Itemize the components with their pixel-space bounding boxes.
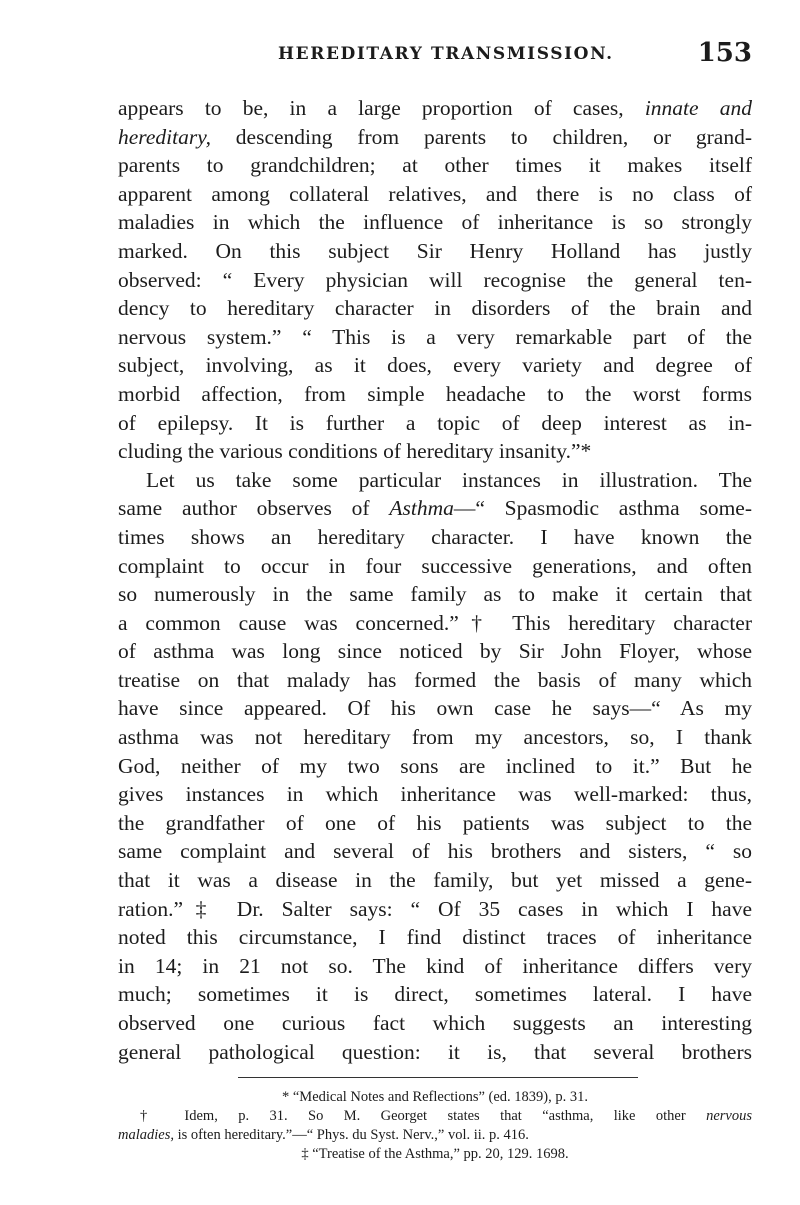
text-run: have since appeared. Of his own case he says—“ As my <box>118 696 752 721</box>
footnote-3: ‡ “Treatise of the Asthma,” pp. 20, 129. 1698. <box>301 1146 569 1162</box>
italic-run: hereditary, <box>118 124 211 149</box>
text-line <box>118 180 752 209</box>
footnote-2 <box>118 1107 752 1126</box>
footnote-1: * “Medical Notes and Reflections” (ed. 1839), p. 31. <box>281 1089 589 1105</box>
text-run: morbid affection, from simple headache to the worst forms <box>118 381 752 406</box>
text-run: cluding the various conditions of hereditary insanity.”* <box>118 439 592 464</box>
text-run: —“ Spasmodic asthma some- <box>453 496 753 521</box>
text-run: times shows an hereditary character. I have known the <box>118 524 752 549</box>
text-run: much; sometimes it is direct, sometimes lateral. I have <box>118 982 752 1007</box>
text-line <box>118 94 752 123</box>
text-line <box>118 552 752 581</box>
text-run: ration.”‡ Dr. Salter says: “ Of 35 cases in which I have <box>118 896 752 921</box>
text-line <box>118 1038 752 1067</box>
text-line <box>118 123 752 152</box>
text-run: nervous system.” “ This is a very remarkable part of the <box>118 324 752 349</box>
text-run: subject, involving, as it does, every variety and degree of <box>118 353 752 378</box>
text-line <box>118 694 752 723</box>
footnote-2-italic: nervous <box>706 1108 752 1124</box>
page-header <box>118 38 752 72</box>
body-text <box>118 94 752 1066</box>
text-line <box>118 923 752 952</box>
text-line <box>118 323 752 352</box>
text-run: general pathological question: it is, that several brothers <box>118 1039 752 1064</box>
running-title: HEREDITARY TRANSMISSION. <box>278 44 614 64</box>
text-run: in 14; in 21 not so. The kind of inheritance differs very <box>118 953 752 978</box>
text-run: parents to grandchildren; at other times it makes itself <box>118 153 752 178</box>
text-run: appears to be, in a large proportion of cases, <box>118 96 645 120</box>
text-line <box>118 837 752 866</box>
text-line <box>118 523 752 552</box>
text-run: asthma was not hereditary from my ancestors, so, I thank <box>118 725 752 750</box>
footnotes <box>118 1088 752 1164</box>
text-line <box>118 723 752 752</box>
text-line <box>118 980 752 1009</box>
text-line <box>118 666 752 695</box>
text-line <box>118 952 752 981</box>
text-line <box>118 380 752 409</box>
text-line <box>118 266 752 295</box>
italic-run: Asthma <box>389 496 454 521</box>
text-run: of epilepsy. It is further a topic of deep interest as in- <box>118 410 752 435</box>
text-line <box>118 580 752 609</box>
text-line <box>118 866 752 895</box>
footnote-2-continued <box>118 1126 752 1145</box>
text-run: a common cause was concerned.”† This hereditary character <box>118 610 752 635</box>
text-run: descending from parents to children, or grand- <box>210 124 752 149</box>
footnote-2b-text: is often hereditary.”—“ Phys. du Syst. Nerv.,” vol. ii. p. 416. <box>173 1127 529 1143</box>
text-line <box>118 809 752 838</box>
text-line <box>118 609 752 638</box>
text-run: of asthma was long since noticed by Sir John Floyer, whose <box>118 639 752 664</box>
text-run: same complaint and several of his brothers and sisters, “ so <box>118 839 752 864</box>
text-line <box>118 637 752 666</box>
text-line <box>118 351 752 380</box>
text-line <box>118 895 752 924</box>
text-run: Let us take some particular instances in illustration. The <box>146 467 752 492</box>
text-run: so numerously in the same family as to make it certain that <box>118 582 752 607</box>
text-run: treatise on that malady has formed the basis of many which <box>118 667 752 692</box>
text-run: noted this circumstance, I find distinct traces of inheritance <box>118 925 752 950</box>
text-run: God, neither of my two sons are inclined to it.” But he <box>118 753 752 778</box>
text-line <box>118 437 752 466</box>
text-run: observed: “ Every physician will recognise the general ten- <box>118 267 752 292</box>
footnote-2b-italic: maladies, <box>118 1127 174 1143</box>
text-run: maladies in which the influence of inheritance is so strongly <box>118 210 752 235</box>
text-line <box>118 1009 752 1038</box>
text-line <box>118 780 752 809</box>
italic-run: innate and <box>644 96 752 120</box>
text-line <box>118 151 752 180</box>
page-number: 153 <box>697 38 752 68</box>
text-line <box>118 237 752 266</box>
text-run: that it was a disease in the family, but yet missed a gene- <box>118 868 752 893</box>
text-line <box>118 208 752 237</box>
text-run: the grandfather of one of his patients was subject to the <box>118 810 752 835</box>
text-run: dency to hereditary character in disorders of the brain and <box>118 296 752 321</box>
text-run: observed one curious fact which suggests an interesting <box>118 1011 752 1035</box>
footnote-2-text: † Idem, p. 31. So M. Georget states that “asthma, like other <box>140 1108 707 1124</box>
text-run: marked. On this subject Sir Henry Holland has justly <box>118 238 752 263</box>
text-line <box>118 494 752 523</box>
text-run: apparent among collateral relatives, and there is no class of <box>118 181 752 206</box>
text-line <box>118 294 752 323</box>
text-run: complaint to occur in four successive generations, and often <box>118 553 752 578</box>
text-line <box>118 466 752 495</box>
text-run: gives instances in which inheritance was well-marked: thus, <box>118 782 752 807</box>
footnote-rule <box>238 1077 638 1078</box>
text-line <box>118 409 752 438</box>
text-run: same author observes of <box>118 496 390 521</box>
text-line <box>118 752 752 781</box>
